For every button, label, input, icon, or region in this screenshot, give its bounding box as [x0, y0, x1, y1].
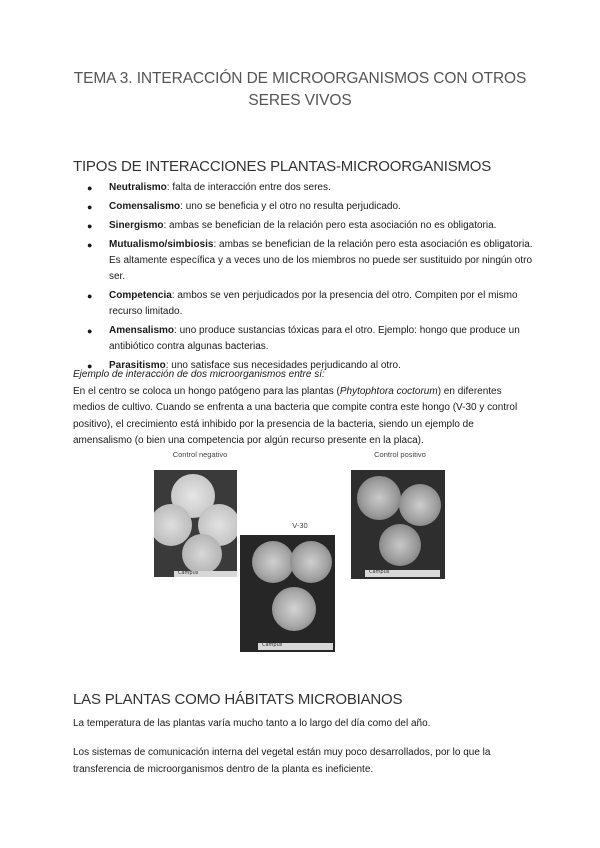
species-name: Phytophtora coctorum	[339, 385, 438, 397]
term: Competencia	[109, 290, 172, 301]
ruler-label: Campus	[178, 570, 199, 576]
term: Sinergismo	[109, 220, 164, 231]
example-text-end: ) en diferentes medios de cultivo. Cuando se enfrenta a una bacteria que compite contra este hongo (V-30 y control positivo), el crecimiento está inhibido por la presencia de la bacteria, siendo un ejemplo de amensalismo (o bien una competencia por algún recurso presente en la placa).	[73, 385, 518, 446]
term: Comensalismo	[109, 201, 181, 212]
term: Mutualismo/simbiosis	[109, 239, 214, 250]
list-item	[73, 218, 533, 234]
section-heading-interactions: TIPOS DE INTERACCIONES PLANTAS-MICROORGANISMOS	[73, 158, 492, 175]
bullet-icon: ●	[87, 202, 93, 212]
caption-control-positive: Control positivo	[374, 450, 426, 459]
definition: : uno se beneficia y el otro no resulta perjudicado.	[180, 201, 401, 212]
list-item	[73, 237, 533, 285]
example-paragraph	[73, 367, 533, 450]
ruler-label: Campus	[369, 569, 390, 575]
photo-v30	[240, 535, 335, 652]
paragraph-communication: Los sistemas de comunicación interna del vegetal están muy poco desarrollados, por lo que la transferencia de microorganismos dentro de la planta es ineficiente.	[73, 747, 491, 775]
bullet-icon: ●	[87, 240, 93, 250]
definition: : ambas se benefician de la relación pero esta asociación es obligatoria. Es altamente específica y a veces uno de los miembros no puede ser sustituido por ningún otro ser.	[109, 239, 533, 282]
interaction-types-list	[73, 180, 533, 377]
caption-v30: V-30	[292, 521, 308, 530]
page-title: TEMA 3. INTERACCIÓN DE MICROORGANISMOS CON OTROS SERES VIVOS	[73, 70, 527, 109]
bullet-icon: ●	[87, 361, 93, 371]
definition: : ambas se benefician de la relación pero esta asociación no es obligatoria.	[163, 220, 497, 231]
list-item	[73, 180, 533, 196]
example-heading: Ejemplo de interacción de dos microorganismos entre sí:	[73, 369, 325, 380]
definition: : falta de interacción entre dos seres.	[166, 182, 331, 193]
bullet-icon: ●	[87, 183, 93, 193]
definition: : uno satisface sus necesidades perjudicando al otro.	[165, 360, 401, 371]
list-item	[73, 199, 533, 215]
section-heading-habitats: LAS PLANTAS COMO HÁBITATS MICROBIANOS	[73, 691, 403, 708]
term: Parasitismo	[109, 360, 166, 371]
bullet-icon: ●	[87, 221, 93, 231]
term: Amensalismo	[109, 325, 175, 336]
definition: : ambos se ven perjudicados por la presencia del otro. Compiten por el mismo recurso limitado.	[109, 290, 518, 317]
term: Neutralismo	[109, 182, 167, 193]
caption-control-negative: Control negativo	[172, 450, 228, 459]
example-text-start: En el centro se coloca un hongo patógeno para las plantas (	[73, 385, 340, 397]
photo-control-positive	[351, 470, 445, 579]
paragraph-temperature: La temperatura de las plantas varía mucho tanto a lo largo del día como del año.	[73, 718, 431, 729]
list-item	[73, 323, 533, 355]
bullet-icon: ●	[87, 291, 93, 301]
ruler-label: Campus	[262, 642, 283, 648]
bullet-icon: ●	[87, 326, 93, 336]
definition: : uno produce sustancias tóxicas para el otro. Ejemplo: hongo que produce un antibiótico contra algunas bacterias.	[109, 325, 520, 352]
list-item	[73, 288, 533, 320]
photo-control-negative	[154, 470, 237, 577]
